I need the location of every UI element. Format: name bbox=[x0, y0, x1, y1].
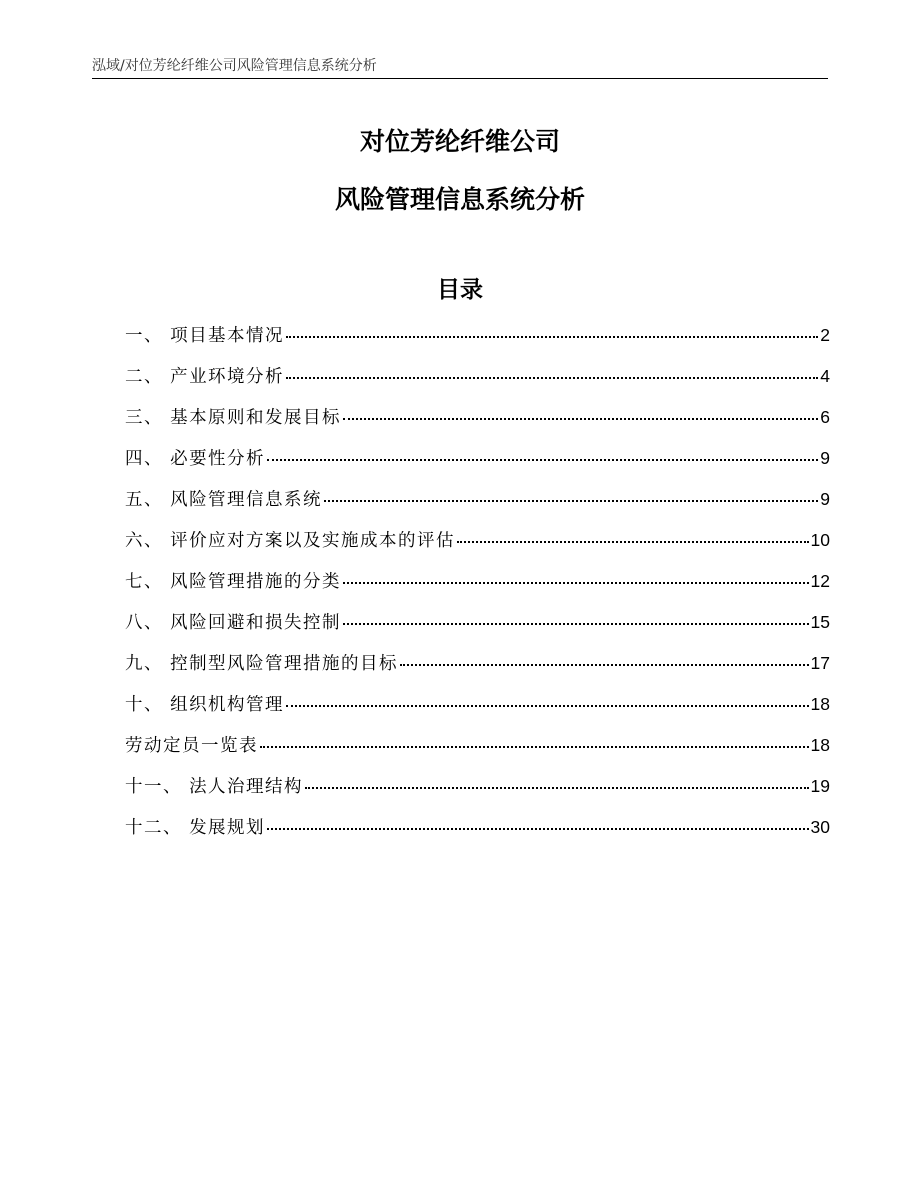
toc-dot-leader bbox=[305, 787, 808, 789]
toc-entry-page-number: 9 bbox=[820, 448, 830, 468]
toc-dot-leader bbox=[343, 623, 808, 625]
toc-entry[interactable] bbox=[125, 363, 830, 404]
toc-entry-label: 四、 必要性分析 bbox=[125, 449, 266, 469]
toc-entry[interactable] bbox=[125, 404, 830, 445]
toc-entry[interactable] bbox=[125, 322, 830, 363]
toc-entry-page-number: 17 bbox=[810, 653, 830, 673]
toc-entry-label: 九、 控制型风险管理措施的目标 bbox=[125, 654, 399, 674]
toc-entry[interactable] bbox=[125, 568, 830, 609]
toc-entry-label: 三、 基本原则和发展目标 bbox=[125, 408, 342, 428]
toc-entry-label: 十一、 法人治理结构 bbox=[125, 777, 304, 797]
toc-entry-page-number: 9 bbox=[820, 489, 830, 509]
toc-entry-label: 六、 评价应对方案以及实施成本的评估 bbox=[125, 531, 456, 551]
running-header: 泓域/对位芳纶纤维公司风险管理信息系统分析 bbox=[92, 58, 377, 74]
toc-dot-leader bbox=[267, 828, 808, 830]
toc-dot-leader bbox=[324, 500, 818, 502]
toc-entry-page-number: 12 bbox=[810, 571, 830, 591]
toc-entry[interactable] bbox=[125, 773, 830, 814]
toc-dot-leader bbox=[286, 705, 808, 707]
toc-entry-label: 一、 项目基本情况 bbox=[125, 326, 285, 346]
toc-entry-page-number: 2 bbox=[820, 325, 830, 345]
toc-entry[interactable] bbox=[125, 691, 830, 732]
toc-dot-leader bbox=[286, 336, 818, 338]
toc-entry[interactable] bbox=[125, 814, 830, 855]
header-divider bbox=[92, 78, 828, 79]
toc-entry[interactable] bbox=[125, 609, 830, 650]
toc-entry[interactable] bbox=[125, 527, 830, 568]
toc-entry-page-number: 15 bbox=[810, 612, 830, 632]
toc-entry-page-number: 30 bbox=[810, 817, 830, 837]
toc-entry-page-number: 19 bbox=[810, 776, 830, 796]
toc-entry-label: 十、 组织机构管理 bbox=[125, 695, 285, 715]
toc-dot-leader bbox=[343, 582, 808, 584]
table-of-contents bbox=[125, 322, 830, 855]
document-title-line-2: 风险管理信息系统分析 bbox=[334, 185, 585, 214]
toc-entry-label: 五、 风险管理信息系统 bbox=[125, 490, 323, 510]
toc-heading: 目录 bbox=[437, 277, 483, 303]
toc-entry-label: 十二、 发展规划 bbox=[125, 818, 266, 838]
toc-entry-page-number: 10 bbox=[810, 530, 830, 550]
toc-entry-label: 二、 产业环境分析 bbox=[125, 367, 285, 387]
toc-entry[interactable] bbox=[125, 445, 830, 486]
toc-dot-leader bbox=[400, 664, 808, 666]
toc-entry-page-number: 18 bbox=[810, 735, 830, 755]
toc-entry-page-number: 6 bbox=[820, 407, 830, 427]
document-title-line-1: 对位芳纶纤维公司 bbox=[359, 127, 560, 156]
toc-entry-label: 劳动定员一览表 bbox=[125, 736, 258, 756]
toc-entry-label: 七、 风险管理措施的分类 bbox=[125, 572, 342, 592]
toc-dot-leader bbox=[286, 377, 818, 379]
toc-dot-leader bbox=[260, 746, 809, 748]
toc-entry[interactable] bbox=[125, 732, 830, 773]
toc-entry-page-number: 18 bbox=[810, 694, 830, 714]
toc-dot-leader bbox=[267, 459, 818, 461]
toc-dot-leader bbox=[457, 541, 808, 543]
toc-entry-page-number: 4 bbox=[820, 366, 830, 386]
toc-entry[interactable] bbox=[125, 486, 830, 527]
toc-entry-label: 八、 风险回避和损失控制 bbox=[125, 613, 342, 633]
toc-entry[interactable] bbox=[125, 650, 830, 691]
toc-dot-leader bbox=[343, 418, 818, 420]
